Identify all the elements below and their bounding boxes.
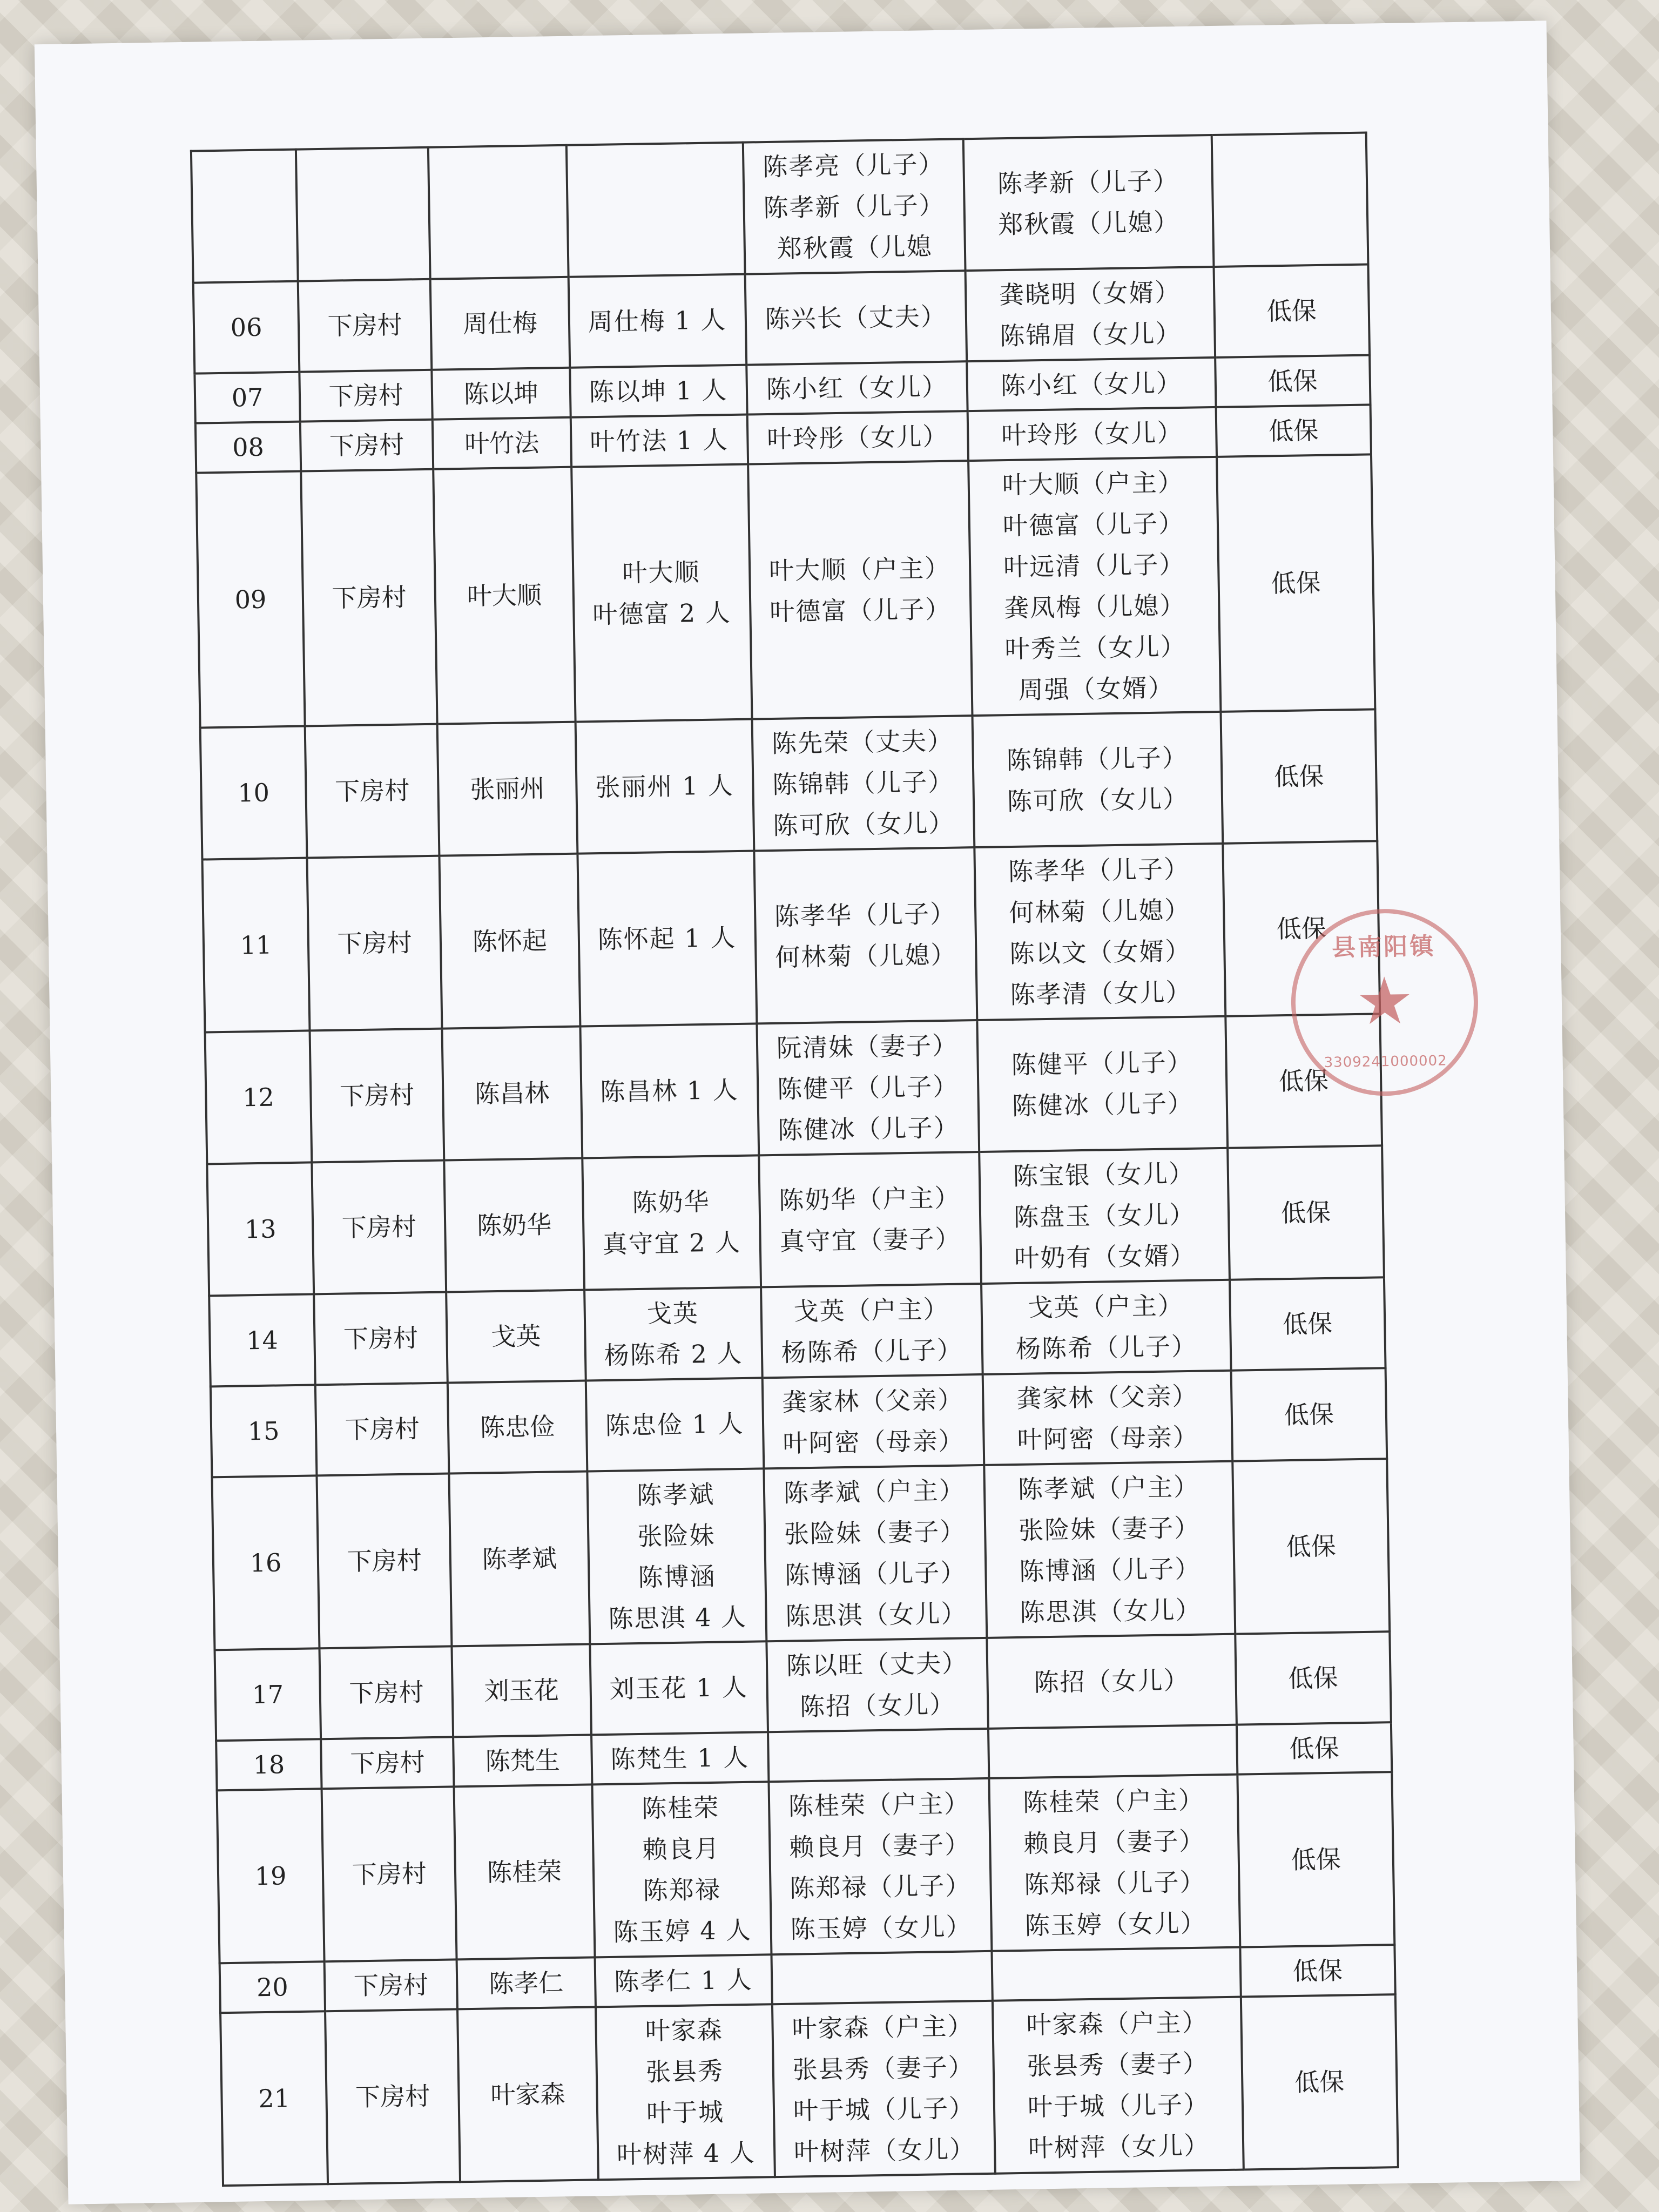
cell-line: 陈健冰（儿子） — [1011, 1088, 1194, 1121]
support-obligors-cell — [771, 1951, 993, 2004]
support-obligors-cell — [761, 1284, 983, 1378]
cell-line: 陈以坤 1 人 — [589, 375, 728, 407]
applicant-name-cell: 刘玉花 — [452, 1644, 591, 1737]
cell-line: 陈可欣（女儿） — [773, 808, 955, 840]
cell-line: 张县秀（妻子） — [792, 2052, 975, 2085]
row-number-cell: 15 — [211, 1385, 317, 1477]
cell-line: 赖良月 — [642, 1833, 720, 1864]
cell-line: 杨陈希（儿子） — [781, 1335, 963, 1367]
cell-line: 陈博涵 — [638, 1561, 717, 1593]
village-cell: 下房村 — [305, 724, 440, 858]
applicant-name-cell — [428, 145, 568, 279]
cell-line: 陈孝斌 — [636, 1479, 715, 1510]
row-number-cell: 09 — [196, 471, 305, 728]
row-number-cell: 16 — [212, 1475, 319, 1650]
assistance-type-cell: 低保 — [1232, 1459, 1390, 1634]
guardians-cell — [993, 1997, 1244, 2174]
applicant-name-cell: 张丽州 — [437, 722, 577, 856]
support-obligors-cell — [746, 361, 968, 414]
table-row — [203, 841, 1380, 1032]
row-number-cell: 18 — [216, 1739, 322, 1790]
cell-line: 陈玉婷（女儿） — [1024, 1908, 1207, 1940]
assistance-type-cell: 低保 — [1216, 404, 1371, 456]
cell-line: 龚家林（父亲） — [781, 1385, 964, 1417]
cell-line: 叶玲彤（女儿） — [1001, 417, 1183, 450]
assistance-type-cell: 低保 — [1213, 264, 1370, 357]
table-row — [205, 1014, 1382, 1164]
household-members-cell — [580, 1023, 759, 1158]
cell-line: 陈思淇 4 人 — [608, 1602, 747, 1634]
support-obligors-cell — [757, 1020, 979, 1155]
cell-line: 叶玲彤（女儿） — [766, 421, 949, 454]
assistance-type-cell: 低保 — [1217, 454, 1375, 711]
row-number-cell: 21 — [220, 2011, 328, 2186]
cell-line: 阮清妹（妻子） — [776, 1030, 959, 1063]
cell-line: 叶阿密（母亲） — [783, 1426, 965, 1458]
assistance-type-cell: 低保 — [1237, 1722, 1392, 1774]
cell-line: 陈宝银（女儿） — [1013, 1158, 1195, 1191]
cell-line: 陈梵生 1 人 — [610, 1742, 750, 1774]
support-obligors-cell — [752, 716, 974, 851]
cell-line: 陈健冰（儿子） — [777, 1112, 960, 1145]
row-number-cell: 12 — [205, 1030, 312, 1164]
cell-line: 叶家森（户主） — [1026, 2007, 1209, 2040]
guardians-cell — [967, 358, 1216, 411]
cell-line: 叶德富（儿子） — [769, 594, 952, 626]
cell-line: 叶家森（户主） — [792, 2011, 974, 2044]
household-members-cell — [585, 1378, 764, 1471]
table-row — [207, 1145, 1384, 1296]
cell-line: 龚凤梅（儿媳） — [1003, 590, 1186, 623]
cell-line: 陈孝新（儿子） — [997, 166, 1179, 199]
support-obligors-cell — [748, 461, 973, 719]
guardians-cell — [977, 1016, 1228, 1152]
assistance-type-cell: 低保 — [1230, 1277, 1386, 1370]
table-row — [209, 1277, 1385, 1386]
cell-line: 陈思淇（女儿） — [785, 1599, 967, 1631]
cell-line: 龚家林（父亲） — [1016, 1381, 1198, 1413]
support-obligors-cell — [747, 411, 968, 464]
row-number-cell: 07 — [194, 372, 300, 423]
village-cell: 下房村 — [299, 370, 433, 422]
assistance-type-cell: 低保 — [1241, 1994, 1398, 2169]
cell-line: 陈盘玉（女儿） — [1013, 1199, 1196, 1232]
household-members-cell — [582, 1155, 761, 1290]
household-members-cell — [568, 274, 746, 368]
cell-line: 陈以旺（丈夫） — [786, 1648, 968, 1681]
guardians-cell — [987, 1634, 1237, 1729]
cell-line: 叶远清（儿子） — [1003, 549, 1185, 582]
row-number-cell: 19 — [217, 1789, 325, 1963]
official-seal-stamp — [1290, 907, 1479, 1097]
guardians-cell — [979, 1148, 1229, 1284]
village-cell: 下房村 — [315, 1383, 449, 1476]
applicant-name-cell: 陈忠俭 — [448, 1381, 587, 1474]
support-obligors-cell — [762, 1374, 984, 1468]
cell-line: 叶大顺（户主） — [1002, 467, 1184, 500]
guardians-cell — [966, 267, 1215, 361]
cell-line: 叶树萍（女儿） — [1028, 2130, 1210, 2163]
cell-line: 陈孝清（女儿） — [1010, 977, 1192, 1010]
village-cell: 下房村 — [317, 1474, 452, 1649]
cell-line: 陈博涵（儿子） — [784, 1557, 967, 1590]
applicant-name-cell: 戈英 — [446, 1290, 585, 1383]
assistance-type-cell: 低保 — [1231, 1368, 1387, 1461]
cell-line: 陈郑禄（儿子） — [1024, 1867, 1206, 1899]
household-members-cell — [571, 464, 752, 722]
table-row — [191, 133, 1368, 283]
cell-line: 陈桂荣（户主） — [788, 1789, 970, 1821]
household-members-cell — [590, 1641, 768, 1735]
cell-line: 戈英（户主） — [793, 1294, 950, 1326]
assistance-type-cell: 低保 — [1223, 841, 1380, 1016]
cell-line: 陈孝仁 1 人 — [613, 1965, 753, 1997]
guardians-cell — [973, 712, 1223, 847]
assistance-type-cell: 低保 — [1235, 1631, 1391, 1724]
table-row — [214, 1631, 1391, 1741]
assistance-type-cell: 低保 — [1240, 1945, 1395, 1997]
support-obligors-cell — [745, 271, 967, 365]
cell-line: 张险妹（妻子） — [784, 1516, 966, 1549]
guardians-cell — [988, 1725, 1237, 1778]
household-members-cell — [591, 1732, 768, 1784]
assistance-type-cell: 低保 — [1225, 1014, 1382, 1148]
village-cell: 下房村 — [310, 1029, 444, 1163]
cell-line: 陈玉婷 4 人 — [613, 1915, 752, 1947]
cell-line: 陈小红（女儿） — [766, 372, 948, 404]
assistance-type-cell: 低保 — [1215, 355, 1371, 407]
cell-line: 叶家森 — [645, 2015, 724, 2046]
cell-line: 陈孝亮（儿子） — [762, 149, 945, 182]
cell-line: 郑秋霞（儿媳） — [997, 207, 1180, 240]
table-row — [217, 1772, 1395, 1963]
cell-line: 何林菊（儿媳） — [1008, 895, 1191, 928]
cell-line: 叶秀兰（女儿） — [1004, 631, 1186, 664]
village-cell: 下房村 — [312, 1161, 446, 1294]
applicant-name-cell: 陈昌林 — [442, 1027, 582, 1161]
table-row — [220, 1994, 1398, 2186]
cell-line: 叶于城 — [646, 2097, 725, 2128]
applicant-name-cell: 陈桂荣 — [454, 1784, 595, 1959]
guardians-cell — [989, 1775, 1240, 1951]
row-number-cell: 17 — [214, 1648, 321, 1741]
village-cell: 下房村 — [321, 1737, 454, 1789]
seal-star-icon: ★ — [1355, 963, 1414, 1040]
household-members-cell — [592, 1782, 771, 1957]
cell-line: 张险妹（妻子） — [1018, 1513, 1201, 1545]
household-members-cell — [596, 2004, 775, 2180]
cell-line: 陈锦韩（儿子） — [1006, 743, 1189, 775]
guardians-cell — [984, 1461, 1235, 1638]
guardians-cell — [968, 457, 1220, 716]
support-obligors-cell — [764, 1465, 987, 1641]
household-members-cell — [595, 1954, 772, 2007]
cell-line: 叶阿密（母亲） — [1017, 1422, 1199, 1454]
guardians-cell — [983, 1371, 1232, 1465]
row-number-cell: 20 — [220, 1961, 326, 2013]
cell-line: 陈招（女儿） — [1034, 1665, 1190, 1697]
cell-line: 陈招（女儿） — [799, 1689, 956, 1722]
applicant-name-cell: 叶大顺 — [433, 467, 575, 724]
cell-line: 陈怀起 1 人 — [597, 923, 737, 955]
applicant-name-cell: 陈梵生 — [453, 1735, 592, 1786]
village-cell: 下房村 — [322, 1786, 457, 1961]
household-members-cell — [566, 143, 745, 277]
row-number-cell: 11 — [203, 858, 310, 1032]
cell-line: 叶于城（儿子） — [793, 2093, 975, 2126]
cell-line: 陈以文（女婿） — [1009, 936, 1191, 969]
village-cell: 下房村 — [301, 469, 437, 726]
support-obligors-cell — [772, 2001, 995, 2177]
cell-line: 叶树萍（女儿） — [793, 2134, 976, 2167]
cell-line: 陈玉婷（女儿） — [790, 1912, 973, 1944]
cell-line: 叶大顺 — [622, 557, 700, 588]
cell-line: 真守宜（妻子） — [779, 1224, 962, 1256]
cell-line: 陈思淇（女儿） — [1020, 1595, 1202, 1627]
cell-line: 陈孝新（儿子） — [763, 190, 945, 223]
assistance-type-cell: 低保 — [1220, 709, 1377, 843]
support-obligors-cell — [759, 1152, 981, 1287]
cell-line: 叶德富（儿子） — [1002, 508, 1185, 541]
support-obligors-cell — [768, 1778, 992, 1954]
cell-line: 张丽州 1 人 — [595, 771, 734, 802]
guardians-cell — [981, 1280, 1231, 1374]
cell-line: 赖良月（妻子） — [1023, 1826, 1205, 1858]
guardians-cell — [975, 844, 1226, 1020]
cell-line: 张县秀（妻子） — [1027, 2048, 1209, 2081]
cell-line: 陈兴长（丈夫） — [765, 301, 947, 334]
cell-line: 叶竹法 1 人 — [589, 425, 729, 457]
table-row — [196, 454, 1375, 727]
guardians-cell — [992, 1947, 1241, 2001]
cell-line: 陈锦眉（女儿） — [1000, 318, 1182, 351]
cell-line: 郑秋霞（儿媳 — [777, 232, 933, 264]
row-number-cell: 06 — [193, 281, 300, 374]
support-obligors-cell — [754, 847, 977, 1023]
table-row — [211, 1368, 1387, 1477]
support-obligors-cell — [766, 1638, 988, 1732]
applicant-name-cell: 叶家森 — [457, 2007, 598, 2182]
cell-line: 叶德富 2 人 — [592, 598, 732, 630]
cell-line: 叶于城（儿子） — [1027, 2089, 1210, 2122]
cell-line: 陈孝华（儿子） — [774, 899, 956, 931]
cell-line: 龚晓明（女婿） — [999, 277, 1181, 310]
seal-code-text: 3309241000002 — [1324, 1053, 1447, 1071]
row-number-cell: 10 — [200, 726, 307, 860]
applicant-name-cell: 叶竹法 — [433, 417, 571, 469]
cell-line: 陈孝华（儿子） — [1008, 854, 1190, 887]
household-members-cell — [570, 415, 747, 467]
village-cell — [296, 147, 430, 281]
cell-line: 何林菊（儿媳） — [774, 940, 957, 972]
cell-line: 杨陈希（儿子） — [1015, 1331, 1198, 1364]
household-members-cell — [587, 1468, 766, 1644]
village-cell: 下房村 — [314, 1292, 448, 1385]
cell-line: 陈可欣（女儿） — [1007, 784, 1189, 817]
village-cell: 下房村 — [307, 856, 442, 1031]
cell-line: 陈孝斌（户主） — [1017, 1472, 1200, 1504]
cell-line: 陈郑禄 — [643, 1874, 721, 1905]
applicant-name-cell: 陈以坤 — [432, 368, 571, 420]
seal-arc-text: 县南阳镇 — [1331, 932, 1436, 962]
cell-line: 张险妹 — [637, 1520, 716, 1552]
village-cell: 下房村 — [298, 279, 432, 372]
cell-line: 戈英（户主） — [1028, 1291, 1184, 1323]
table-row — [212, 1459, 1390, 1650]
household-members-cell — [584, 1287, 763, 1380]
guardians-cell — [968, 407, 1217, 461]
cell-line: 陈忠俭 1 人 — [605, 1408, 744, 1440]
applicant-name-cell: 周仕梅 — [430, 277, 570, 370]
assistance-type-cell — [1212, 133, 1368, 267]
row-number-cell — [191, 150, 298, 283]
cell-line: 赖良月（妻子） — [788, 1830, 971, 1862]
cell-line: 叶大顺（户主） — [768, 553, 951, 585]
cell-line: 陈奶华（户主） — [779, 1183, 961, 1215]
cell-line: 刘玉花 1 人 — [609, 1672, 748, 1704]
household-members-cell — [570, 365, 747, 417]
assistance-type-cell: 低保 — [1228, 1145, 1384, 1279]
cell-line: 叶奶有（女婿） — [1014, 1240, 1196, 1273]
household-members-cell — [577, 851, 757, 1026]
table-row — [193, 264, 1370, 373]
cell-line: 张县秀 — [645, 2056, 724, 2087]
assistance-roster-table — [190, 131, 1399, 2187]
village-cell: 下房村 — [325, 2009, 460, 2184]
support-obligors-cell — [768, 1729, 989, 1782]
cell-line: 陈桂荣（户主） — [1022, 1785, 1205, 1817]
cell-line: 陈健平（儿子） — [777, 1071, 959, 1104]
row-number-cell: 08 — [195, 422, 301, 473]
cell-line: 陈小红（女儿） — [1000, 368, 1183, 401]
row-number-cell: 13 — [207, 1162, 314, 1296]
table-row — [200, 709, 1378, 859]
applicant-name-cell: 陈怀起 — [440, 854, 580, 1029]
cell-line: 陈先荣（丈夫） — [771, 726, 954, 758]
village-cell: 下房村 — [320, 1646, 454, 1739]
cell-line: 陈昌林 1 人 — [599, 1075, 739, 1107]
village-cell: 下房村 — [325, 1959, 458, 2011]
cell-line: 戈英 — [646, 1298, 699, 1328]
support-obligors-cell — [743, 139, 965, 274]
village-cell: 下房村 — [300, 420, 434, 471]
applicant-name-cell: 陈孝仁 — [457, 1957, 596, 2009]
row-number-cell: 14 — [209, 1294, 315, 1386]
paper-sheet — [35, 21, 1580, 2204]
cell-line: 真守宜 2 人 — [602, 1227, 741, 1259]
applicant-name-cell: 陈孝斌 — [449, 1471, 590, 1646]
cell-line: 陈孝斌（户主） — [783, 1475, 966, 1508]
cell-line: 陈郑禄（儿子） — [790, 1871, 972, 1903]
cell-line: 陈健平（儿子） — [1011, 1047, 1193, 1080]
cell-line: 陈锦韩（儿子） — [772, 767, 954, 799]
cell-line: 周强（女婿） — [1018, 673, 1175, 705]
cell-line: 杨陈希 2 人 — [604, 1338, 743, 1370]
cell-line: 周仕梅 1 人 — [588, 305, 727, 337]
assistance-type-cell: 低保 — [1237, 1772, 1394, 1947]
household-members-cell — [575, 719, 754, 854]
cell-line: 陈奶华 — [632, 1186, 711, 1218]
cell-line: 陈博涵（儿子） — [1019, 1554, 1201, 1586]
cell-line: 陈桂荣 — [641, 1792, 720, 1823]
applicant-name-cell: 陈奶华 — [444, 1158, 584, 1292]
guardians-cell — [963, 135, 1213, 271]
cell-line: 叶树萍 4 人 — [616, 2137, 756, 2169]
